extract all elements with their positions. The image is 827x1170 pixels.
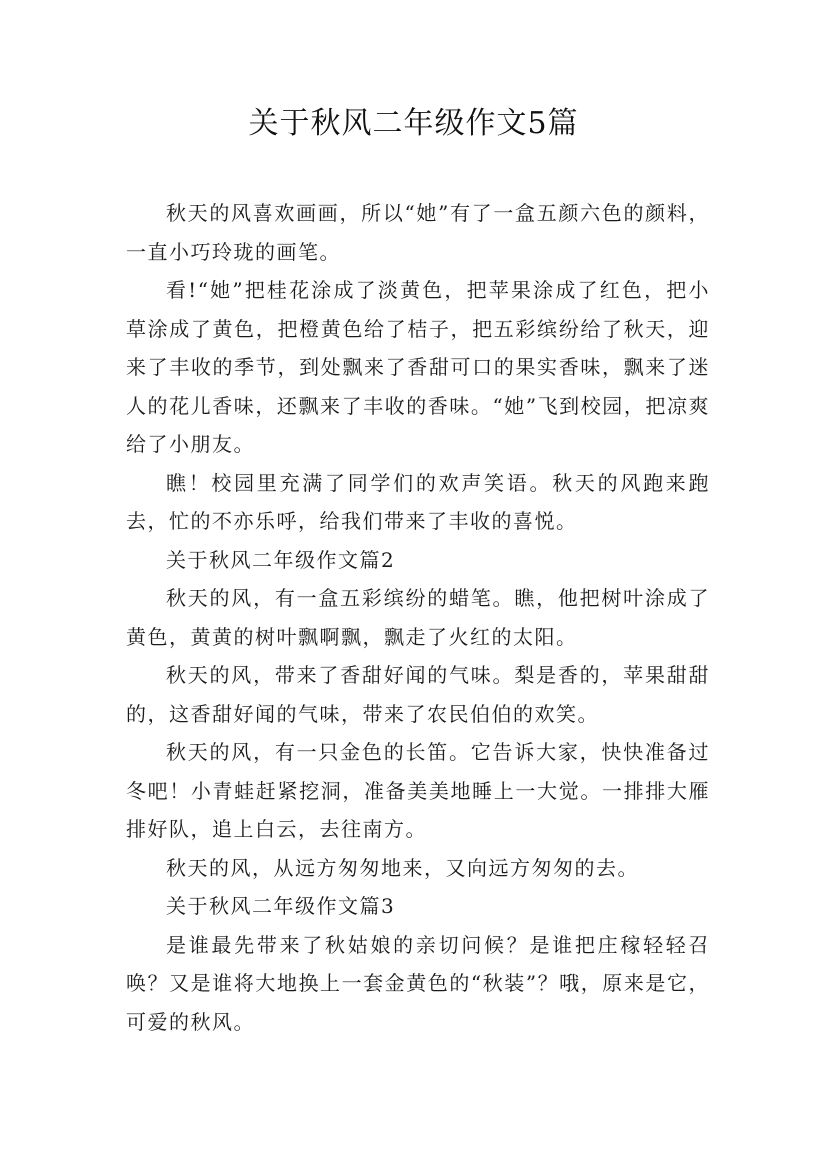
paragraph: 秋天的风，有一盒五彩缤纷的蜡笔。瞧，他把树叶涂成了黄色，黄黄的树叶飘啊飘，飘走了火红的太阳。 [126,586,710,649]
paragraph: 秋天的风，带来了香甜好闻的气味。梨是香的，苹果甜甜的，这香甜好闻的气味，带来了农民伯伯的欢笑。 [126,663,710,726]
section-heading: 关于秋风二年级作文篇2 [166,547,396,572]
paragraph: 是谁最先带来了秋姑娘的亲切问候？是谁把庄稼轻轻召唤？又是谁将大地换上一套金黄色的“秋装”？哦，原来是它，可爱的秋风。 [126,932,710,1034]
paragraph: 秋天的风，从远方匆匆地来，又向远方匆匆的去。 [166,855,639,880]
paragraph: 秋天的风喜欢画画，所以“她”有了一盒五颜六色的颜料，一直小巧玲珑的画笔。 [126,201,710,264]
section-heading: 关于秋风二年级作文篇3 [166,894,396,918]
paragraph: 瞧！校园里充满了同学们的欢声笑语。秋天的风跑来跑去，忙的不亦乐呼，给我们带来了丰收的喜悦。 [126,470,710,533]
paragraph: 看!“她”把桂花涂成了淡黄色，把苹果涂成了红色，把小草涂成了黄色，把橙黄色给了桔子，把五彩缤纷给了秋天，迎来了丰收的季节，到处飘来了香甜可口的果实香味，飘来了迷人的花儿香味，还飘来了丰收的香味。“她”飞到校园，把凉爽给了小朋友。 [126,278,710,456]
paragraph: 秋天的风，有一只金色的长笛。它告诉大家，快快准备过冬吧！小青蛙赶紧挖洞，准备美美地睡上一大觉。一排排大雁排好队，追上白云，去往南方。 [126,740,710,841]
document-title: 关于秋风二年级作文5篇 [248,106,579,141]
document-body [126,194,710,1041]
